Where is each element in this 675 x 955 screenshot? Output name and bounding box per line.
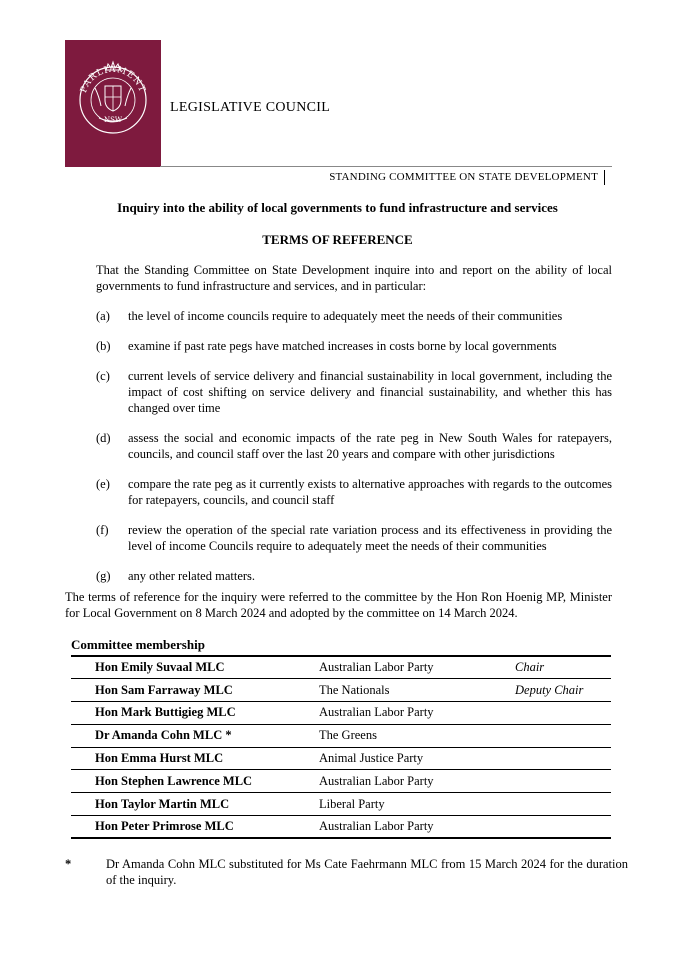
svg-text:PARLIAMENT: PARLIAMENT [79, 64, 147, 95]
footnote-mark: * [65, 857, 72, 871]
item-label: (a) [96, 309, 110, 323]
member-party: The Greens [295, 724, 505, 747]
member-role [505, 702, 611, 725]
svg-text:NSW: NSW [103, 116, 123, 124]
council-title: LEGISLATIVE COUNCIL [170, 100, 331, 115]
member-name: Hon Peter Primrose MLC [71, 816, 295, 839]
member-name: Hon Taylor Martin MLC [71, 793, 295, 816]
item-text: review the operation of the special rate variation process and its effectiveness in providing the level of income Councils require to adequately meet the needs of their communities [128, 523, 612, 553]
terms-heading: TERMS OF REFERENCE [262, 232, 413, 247]
member-name: Hon Emma Hurst MLC [71, 747, 295, 770]
item-label: (e) [96, 477, 110, 491]
item-label: (b) [96, 339, 111, 353]
member-party: Australian Labor Party [295, 816, 505, 839]
member-name: Hon Mark Buttigieg MLC [71, 702, 295, 725]
item-label: (f) [96, 523, 109, 537]
member-role: Deputy Chair [505, 679, 611, 702]
item-label: (c) [96, 369, 110, 383]
member-name: Hon Stephen Lawrence MLC [71, 770, 295, 793]
parliament-crest-icon [73, 56, 153, 136]
list-item [96, 568, 612, 584]
table-row [71, 816, 611, 839]
item-label: (d) [96, 431, 111, 445]
table-row [71, 724, 611, 747]
member-name: Hon Emily Suvaal MLC [71, 656, 295, 679]
item-text: any other related matters. [128, 569, 256, 583]
item-label: (g) [96, 569, 111, 583]
table-row [71, 679, 611, 702]
member-role [505, 724, 611, 747]
footnote [65, 856, 628, 888]
list-item [96, 476, 612, 508]
member-name: Dr Amanda Cohn MLC * [71, 724, 295, 747]
member-party: Australian Labor Party [295, 702, 505, 725]
item-text: examine if past rate pegs have matched increases in costs borne by local governments [128, 339, 557, 353]
member-party: Australian Labor Party [295, 656, 505, 679]
member-party: The Nationals [295, 679, 505, 702]
item-text: current levels of service delivery and financial sustainability in local government, including the impact of cost shifting on service delivery and financial sustainability, and whether this has changed over time [128, 369, 612, 415]
item-text: assess the social and economic impacts of the rate peg in New South Wales for ratepayers, councils, and council staff over the last 20 years and compare with other jurisdictions [128, 431, 612, 461]
inquiry-title: Inquiry into the ability of local governments to fund infrastructure and services [117, 200, 558, 215]
table-row [71, 656, 611, 679]
member-role [505, 747, 611, 770]
member-role [505, 816, 611, 839]
member-party: Liberal Party [295, 793, 505, 816]
member-role [505, 793, 611, 816]
table-row [71, 747, 611, 770]
list-item [96, 430, 612, 462]
table-row [71, 793, 611, 816]
terms-list [96, 308, 612, 598]
member-role [505, 770, 611, 793]
member-party: Australian Labor Party [295, 770, 505, 793]
member-role: Chair [505, 656, 611, 679]
table-row [71, 702, 611, 725]
list-item [96, 368, 612, 416]
header-rule [160, 166, 612, 167]
table-row [71, 770, 611, 793]
parliament-logo [65, 40, 161, 167]
item-text: the level of income councils require to adequately meet the needs of their communities [128, 309, 563, 323]
list-item [96, 338, 612, 354]
member-party: Animal Justice Party [295, 747, 505, 770]
list-item [96, 308, 612, 324]
intro-paragraph: That the Standing Committee on State Development inquire into and report on the ability of local governments to fund infrastructure and services, and in particular: [96, 263, 612, 293]
membership-heading: Committee membership [71, 637, 205, 652]
list-item [96, 522, 612, 554]
membership-table [71, 655, 611, 839]
footnote-text: Dr Amanda Cohn MLC substituted for Ms Cate Faehrmann MLC from 15 March 2024 for the duration of the inquiry. [106, 857, 628, 887]
referral-paragraph: The terms of reference for the inquiry were referred to the committee by the Hon Ron Hoenig MP, Minister for Local Government on 8 March 2024 and adopted by the committee on 14 March 2024. [65, 590, 612, 620]
member-name: Hon Sam Farraway MLC [71, 679, 295, 702]
item-text: compare the rate peg as it currently exists to alternative approaches with regards to the outcomes for ratepayers, councils, and council staff [128, 477, 612, 507]
committee-name: STANDING COMMITTEE ON STATE DEVELOPMENT [329, 170, 605, 185]
